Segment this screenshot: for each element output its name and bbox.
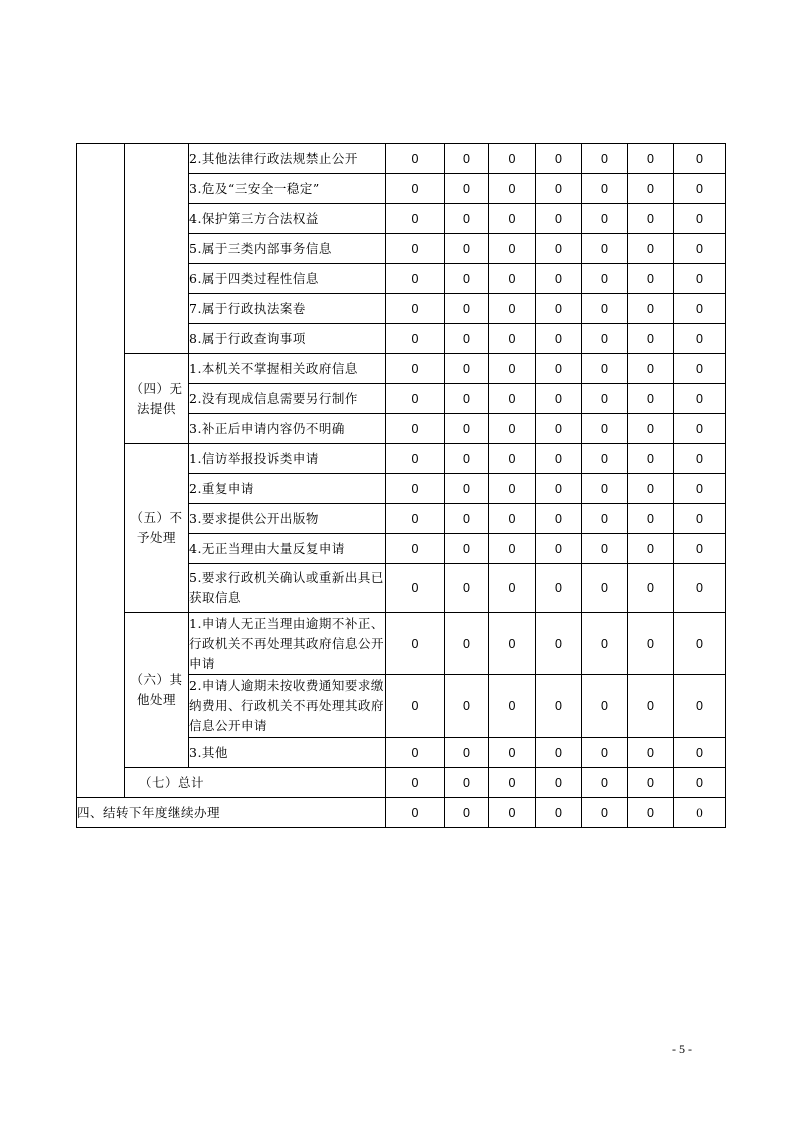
value-cell: 0: [536, 768, 582, 798]
value-cell: 0: [386, 174, 445, 204]
value-cell: 0: [536, 675, 582, 738]
value-cell: 0: [628, 264, 674, 294]
value-cell: 0: [386, 738, 445, 768]
value-cell: 0: [674, 204, 726, 234]
value-cell: 0: [536, 798, 582, 828]
value-cell: 0: [674, 613, 726, 675]
group-cell-continued: [125, 144, 189, 354]
value-cell: 0: [674, 324, 726, 354]
row-label: 4.保护第三方合法权益: [189, 204, 386, 234]
row-label: 2.申请人逾期未按收费通知要求缴纳费用、行政机关不再处理其政府信息公开申请: [189, 675, 386, 738]
row-label: 8.属于行政查询事项: [189, 324, 386, 354]
value-cell: 0: [674, 144, 726, 174]
value-cell: 0: [445, 384, 489, 414]
value-cell: 0: [386, 144, 445, 174]
value-cell: 0: [582, 504, 628, 534]
value-cell: 0: [674, 474, 726, 504]
value-cell: 0: [536, 324, 582, 354]
value-cell: 0: [582, 675, 628, 738]
value-cell: 0: [536, 234, 582, 264]
value-cell: 0: [386, 474, 445, 504]
row-label: 5.属于三类内部事务信息: [189, 234, 386, 264]
value-cell: 0: [445, 675, 489, 738]
value-cell: 0: [674, 564, 726, 613]
value-cell: 0: [489, 613, 536, 675]
value-cell: 0: [628, 294, 674, 324]
value-cell: 0: [674, 504, 726, 534]
value-cell: 0: [674, 264, 726, 294]
value-cell: 0: [628, 534, 674, 564]
value-cell: 0: [536, 174, 582, 204]
row-label: 3.要求提供公开出版物: [189, 504, 386, 534]
value-cell: 0: [582, 234, 628, 264]
value-cell: 0: [582, 144, 628, 174]
value-cell: 0: [445, 564, 489, 613]
value-cell: 0: [489, 675, 536, 738]
value-cell: 0: [628, 504, 674, 534]
value-cell: 0: [628, 798, 674, 828]
value-cell: 0: [445, 504, 489, 534]
value-cell: 0: [386, 613, 445, 675]
row-label: 2.其他法律行政法规禁止公开: [189, 144, 386, 174]
value-cell: 0: [386, 564, 445, 613]
group-label: （四）无法提供: [125, 354, 189, 444]
value-cell: 0: [582, 294, 628, 324]
value-cell: 0: [628, 613, 674, 675]
value-cell: 0: [489, 294, 536, 324]
value-cell: 0: [628, 174, 674, 204]
value-cell: 0: [582, 534, 628, 564]
page-number: - 5 -: [672, 1042, 692, 1056]
value-cell: 0: [489, 798, 536, 828]
value-cell: 0: [445, 768, 489, 798]
value-cell: 0: [674, 675, 726, 738]
value-cell: 0: [386, 384, 445, 414]
value-cell: 0: [489, 444, 536, 474]
value-cell: 0: [386, 234, 445, 264]
value-cell: 0: [386, 534, 445, 564]
carryover-label: 四、结转下年度继续办理: [77, 798, 386, 828]
value-cell: 0: [489, 144, 536, 174]
value-cell: 0: [674, 798, 726, 828]
value-cell: 0: [445, 613, 489, 675]
row-label: 1.本机关不掌握相关政府信息: [189, 354, 386, 384]
group-label: （六）其他处理: [125, 613, 189, 768]
table-row: [77, 613, 726, 675]
value-cell: 0: [582, 444, 628, 474]
value-cell: 0: [628, 324, 674, 354]
table-row: [77, 798, 726, 828]
value-cell: 0: [628, 414, 674, 444]
value-cell: 0: [386, 294, 445, 324]
value-cell: 0: [674, 354, 726, 384]
table-row: [77, 354, 726, 384]
value-cell: 0: [536, 613, 582, 675]
value-cell: 0: [489, 324, 536, 354]
value-cell: 0: [628, 738, 674, 768]
value-cell: 0: [386, 264, 445, 294]
value-cell: 0: [536, 384, 582, 414]
table-row: [77, 768, 726, 798]
value-cell: 0: [674, 234, 726, 264]
value-cell: 0: [628, 384, 674, 414]
value-cell: 0: [674, 444, 726, 474]
row-label: 2.没有现成信息需要另行制作: [189, 384, 386, 414]
value-cell: 0: [445, 738, 489, 768]
value-cell: 0: [582, 264, 628, 294]
value-cell: 0: [489, 414, 536, 444]
outer-category-cell: [77, 144, 125, 798]
value-cell: 0: [489, 264, 536, 294]
value-cell: 0: [582, 738, 628, 768]
row-label: 1.信访举报投诉类申请: [189, 444, 386, 474]
value-cell: 0: [582, 324, 628, 354]
value-cell: 0: [536, 264, 582, 294]
value-cell: 0: [536, 444, 582, 474]
value-cell: 0: [445, 444, 489, 474]
value-cell: 0: [489, 564, 536, 613]
value-cell: 0: [445, 474, 489, 504]
value-cell: 0: [536, 144, 582, 174]
value-cell: 0: [489, 204, 536, 234]
value-cell: 0: [386, 324, 445, 354]
value-cell: 0: [536, 294, 582, 324]
table-row: [77, 144, 726, 174]
value-cell: 0: [489, 768, 536, 798]
value-cell: 0: [582, 354, 628, 384]
value-cell: 0: [445, 144, 489, 174]
value-cell: 0: [445, 174, 489, 204]
row-label: 6.属于四类过程性信息: [189, 264, 386, 294]
value-cell: 0: [582, 174, 628, 204]
value-cell: 0: [445, 414, 489, 444]
value-cell: 0: [582, 798, 628, 828]
value-cell: 0: [445, 204, 489, 234]
value-cell: 0: [628, 144, 674, 174]
value-cell: 0: [536, 534, 582, 564]
value-cell: 0: [536, 504, 582, 534]
value-cell: 0: [536, 354, 582, 384]
total-label: （七）总计: [125, 768, 386, 798]
row-label: 3.危及“三安全一稳定”: [189, 174, 386, 204]
value-cell: 0: [628, 564, 674, 613]
value-cell: 0: [674, 768, 726, 798]
value-cell: 0: [386, 768, 445, 798]
value-cell: 0: [536, 564, 582, 613]
value-cell: 0: [489, 504, 536, 534]
row-label: 7.属于行政执法案卷: [189, 294, 386, 324]
table-row: [77, 444, 726, 474]
value-cell: 0: [628, 204, 674, 234]
value-cell: 0: [489, 384, 536, 414]
value-cell: 0: [386, 798, 445, 828]
row-label: 4.无正当理由大量反复申请: [189, 534, 386, 564]
value-cell: 0: [386, 504, 445, 534]
value-cell: 0: [628, 768, 674, 798]
value-cell: 0: [386, 444, 445, 474]
value-cell: 0: [674, 384, 726, 414]
value-cell: 0: [582, 613, 628, 675]
value-cell: 0: [628, 354, 674, 384]
value-cell: 0: [445, 234, 489, 264]
value-cell: 0: [628, 474, 674, 504]
value-cell: 0: [445, 798, 489, 828]
value-cell: 0: [489, 234, 536, 264]
value-cell: 0: [386, 354, 445, 384]
value-cell: 0: [674, 174, 726, 204]
value-cell: 0: [489, 354, 536, 384]
value-cell: 0: [445, 354, 489, 384]
group-label: （五）不予处理: [125, 444, 189, 613]
value-cell: 0: [445, 264, 489, 294]
value-cell: 0: [582, 414, 628, 444]
value-cell: 0: [386, 675, 445, 738]
row-label: 3.补正后申请内容仍不明确: [189, 414, 386, 444]
value-cell: 0: [582, 474, 628, 504]
value-cell: 0: [582, 768, 628, 798]
value-cell: 0: [536, 204, 582, 234]
value-cell: 0: [386, 204, 445, 234]
row-label: 2.重复申请: [189, 474, 386, 504]
row-label: 3.其他: [189, 738, 386, 768]
value-cell: 0: [674, 534, 726, 564]
value-cell: 0: [489, 534, 536, 564]
value-cell: 0: [628, 444, 674, 474]
row-label: 1.申请人无正当理由逾期不补正、行政机关不再处理其政府信息公开申请: [189, 613, 386, 675]
value-cell: 0: [489, 474, 536, 504]
value-cell: 0: [445, 324, 489, 354]
value-cell: 0: [445, 294, 489, 324]
value-cell: 0: [489, 174, 536, 204]
value-cell: 0: [489, 738, 536, 768]
value-cell: 0: [386, 414, 445, 444]
value-cell: 0: [582, 204, 628, 234]
value-cell: 0: [628, 234, 674, 264]
value-cell: 0: [582, 384, 628, 414]
value-cell: 0: [674, 414, 726, 444]
value-cell: 0: [628, 675, 674, 738]
value-cell: 0: [674, 738, 726, 768]
value-cell: 0: [445, 534, 489, 564]
value-cell: 0: [582, 564, 628, 613]
statistics-table: [76, 143, 726, 828]
value-cell: 0: [536, 474, 582, 504]
value-cell: 0: [536, 414, 582, 444]
row-label: 5.要求行政机关确认或重新出具已获取信息: [189, 564, 386, 613]
value-cell: 0: [536, 738, 582, 768]
value-cell: 0: [674, 294, 726, 324]
